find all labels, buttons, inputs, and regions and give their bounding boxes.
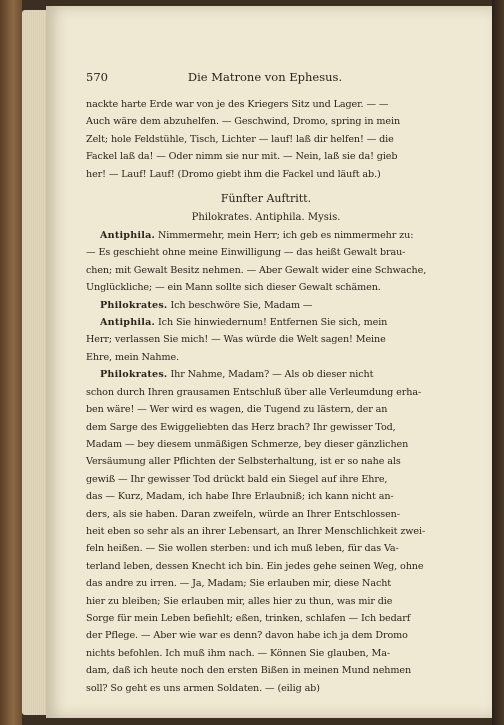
text-line: Herr; verlassen Sie mich! — Was würde die Welt sagen! Meine: [86, 334, 386, 346]
speech: [86, 314, 446, 366]
text-line: schon durch Ihren grausamen Entschluß über alle Verleumdung erha-: [86, 386, 422, 398]
speech-first-line: [86, 227, 446, 244]
speech-first-line: [86, 366, 446, 383]
text-line: ders, als sie haben. Daran zweifeln, würde an Ihrer Entschlossen-: [86, 508, 400, 520]
text-line: ben wäre! — Wer wird es wagen, die Tugend zu lästern, der an: [86, 404, 388, 416]
text-line: soll? So geht es uns armen Soldaten. — (eilig ab): [86, 682, 320, 694]
text-line: das — Kurz, Madam, ich habe Ihre Erlaubniß; ich kann nicht an-: [86, 491, 394, 503]
text-line: feln heißen. — Sie wollen sterben: und ich muß leben, für das Va-: [86, 543, 399, 555]
text-line: hier zu bleiben; Sie erlauben mir, alles hier zu thun, was mir die: [86, 595, 393, 607]
speech-text: Ich beschwöre Sie, Madam —: [170, 299, 313, 311]
text-line: dem Sarge des Ewiggeliebten das Herz brach? Ihr gewisser Tod,: [86, 421, 396, 433]
speaker-name: Philokrates.: [100, 369, 168, 381]
scene-cast: Philokrates. Antiphila. Mysis.: [191, 212, 341, 224]
page-number: 570: [86, 70, 108, 84]
scene-title: Fünfter Auftritt.: [220, 192, 312, 206]
page-header: [86, 70, 446, 96]
text-line: Versäumung aller Pflichten der Selbsterhaltung, ist er so nahe als: [86, 456, 401, 468]
page-content: [86, 70, 446, 697]
text-line: nackte harte Erde war von je des Kriegers Sitz und Lager. — —: [86, 99, 389, 110]
text-line: nichts befohlen. Ich muß ihm nach. — Können Sie glauben, Ma-: [86, 647, 390, 659]
speaker-name: Philokrates.: [100, 299, 168, 311]
text-line: her! — Lauf! Lauf! (Dromo giebt ihm die Fackel und läuft ab.): [86, 168, 381, 180]
text-line: Unglückliche; — ein Mann sollte sich dieser Gewalt schämen.: [86, 282, 381, 294]
text-line: heit eben so sehr als an ihrer Lebensart, an Ihrer Menschlichkeit zwei-: [86, 525, 426, 537]
text-line: Zelt; hole Feldstühle, Tisch, Lichter — lauf! laß dir helfen! — die: [86, 133, 394, 145]
book-binding: [0, 0, 22, 725]
text-line: der Pflege. — Aber wie war es denn? davon habe ich ja dem Dromo: [86, 630, 408, 642]
speech-text: Nimmermehr, mein Herr; ich geb es nimmermehr zu:: [157, 230, 414, 242]
text-line: gewiß — Ihr gewisser Tod drückt bald ein Siegel auf ihre Ehre,: [86, 473, 388, 485]
speech-first-line: [86, 297, 446, 314]
text-line: dam, daß ich heute noch den ersten Bißen in meinen Mund nehmen: [86, 665, 412, 677]
text-line: das andre zu irren. — Ja, Madam; Sie erlauben mir, diese Nacht: [86, 578, 392, 590]
text-line: chen; mit Gewalt Besitz nehmen. — Aber Gewalt wider eine Schwache,: [86, 264, 427, 276]
speech: [86, 366, 446, 697]
text-line: terland leben, dessen Knecht ich bin. Ein jedes gehe seinen Weg, ohne: [86, 560, 424, 572]
text-line: Sorge für mein Leben befiehlt; eßen, trinken, schlafen — Ich bedarf: [86, 612, 411, 624]
text-line: Auch wäre dem abzuhelfen. — Geschwind, Dromo, spring in mein: [86, 116, 401, 128]
text-line: — Es geschieht ohne meine Einwilligung — das heißt Gewalt brau-: [86, 247, 406, 259]
speech-text: Ihr Nahme, Madam? — Als ob dieser nicht: [170, 369, 374, 381]
running-head: Die Matrone von Ephesus.: [187, 70, 343, 84]
dialogue-block: [86, 96, 446, 183]
facing-page-edge: [492, 0, 504, 725]
text-line: Madam — bey diesem unmäßigen Schmerze, bey dieser gänzlichen: [86, 438, 409, 450]
speech-first-line: [86, 314, 446, 331]
speaker-name: Antiphila.: [100, 230, 156, 242]
page-edges: [22, 10, 48, 715]
text-line: Fackel laß da! — Oder nimm sie nur mit. — Nein, laß sie da! gieb: [86, 151, 398, 163]
speaker-name: Antiphila.: [100, 317, 156, 329]
speech: [86, 227, 446, 297]
text-line: Ehre, mein Nahme.: [86, 351, 180, 363]
speech-text: Ich Sie hinwiedernum! Entfernen Sie sich, mein: [157, 317, 388, 329]
speech: [86, 297, 446, 314]
